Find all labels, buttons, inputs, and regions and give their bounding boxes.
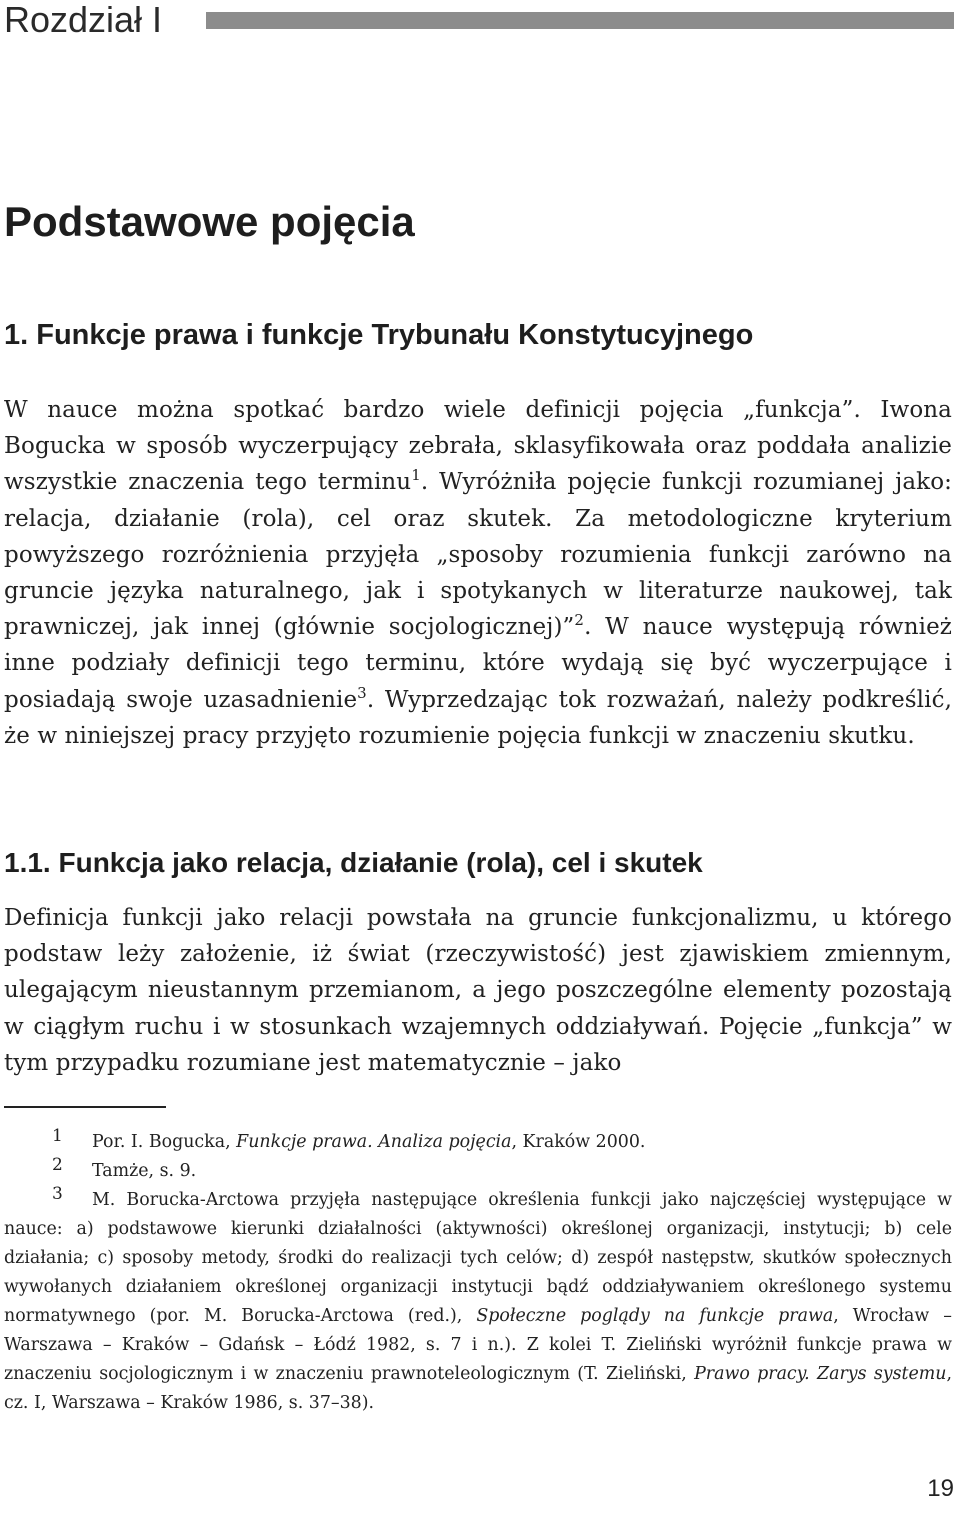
footnote-text: Tamże, s. 9. xyxy=(92,1161,197,1181)
chapter-title: Podstawowe pojęcia xyxy=(4,198,415,245)
chapter-header xyxy=(0,0,960,44)
footnote-ref-2: 2 xyxy=(574,611,585,630)
section-paragraph xyxy=(4,392,952,754)
footnote-1: 1 Por. I. Bogucka, Funkcje prawa. Analiza pojęcia, Kraków 2000. xyxy=(52,1126,646,1152)
footnote-text: Por. I. Bogucka, xyxy=(92,1132,237,1152)
footnote-title: Prawo pracy. Zarys systemu xyxy=(694,1364,947,1384)
subsection-paragraph: Definicja funkcji jako relacji powstała na gruncie funkcjonalizmu, u którego podstaw leży założenie, iż świat (rzeczywistość) jest zjawiskiem zmiennym, ulegającym nieustannym przemianom, a jego poszczególne elementy pozostają w ciągłym ruchu i w stosunkach wzajemnych oddziaływań. Pojęcie „funkcja” w tym przypadku rozumiane jest matematycznie – jako xyxy=(4,905,952,1076)
paragraph-text: W nauce można spotkać bardzo wiele definicji pojęcia „funkcja”. Iwona Bogucka w sposób wyczerpujący zebrała, sklasyfikowała oraz poddała analizie wszystkie znaczenia tego terminu xyxy=(4,397,952,496)
paragraph-text: . Wyprzedzając tok rozważań, należy podkreślić, że w niniejszej pracy przyjęto rozumienie pojęcia funkcji w znaczeniu skutku. xyxy=(4,686,952,749)
footnote-text: , Wrocław – Warszawa – Kraków – Gdańsk – Łódź 1982, s. 7 i n.). Z kolei T. Zieliński wyróżnił funkcje prawa w znaczeniu socjologicznym i w znaczeniu prawnoteleologicznym (T. Zieliński, xyxy=(4,1306,952,1384)
page-number: 19 xyxy=(927,1475,954,1502)
chapter-header-rule xyxy=(206,12,954,29)
subsection-heading: 1.1. Funkcja jako relacja, działanie (rola), cel i skutek xyxy=(4,847,703,878)
footnote-title: Funkcje prawa. Analiza pojęcia xyxy=(236,1132,512,1152)
footnotes xyxy=(4,1128,952,1418)
footnote-text: M. Borucka-Arctowa przyjęła następujące określenia funkcji jako najczęściej występujące w nauce: a) podstawowe kierunki działalności (aktywności) określonej organizacji, instytucji; b) cele działania; c) sposoby metody, środki do realizacji tych celów; d) zespół następstw, skutków społecznych wywołanych działaniem określonej organizacji instytucji bądź oddziaływaniem określonego systemu normatywnego (por. M. Borucka-Arctowa (red.), xyxy=(4,1190,952,1326)
footnote-divider xyxy=(4,1106,166,1108)
footnote-text: , Kraków 2000. xyxy=(511,1132,646,1152)
chapter-label: Rozdział I xyxy=(4,0,163,40)
paragraph-text: . W nauce występują również inne podziały definicji tego terminu, które wydają się być wyczerpujące i posiadają swoje uzasadnienie xyxy=(4,614,952,713)
paragraph-text: . Wyróżniła pojęcie funkcji rozumianej jako: relacja, działanie (rola), cel oraz skutek. Za metodologiczne kryterium powyższego rozróżnienia przyjęła „sposoby rozumienia funkcji zarówno na gruncie języka naturalnego, jak i spotykanych w literaturze naukowej, tak prawniczej, jak innej (głównie socjologicznej)” xyxy=(4,469,952,641)
section-heading: 1. Funkcje prawa i funkcje Trybunału Konstytucyjnego xyxy=(4,319,754,351)
footnote-text: , cz. I, Warszawa – Kraków 1986, s. 37–38). xyxy=(4,1364,953,1413)
footnote-ref-3: 3 xyxy=(357,683,367,702)
footnote-title: Społeczne poglądy na funkcje prawa xyxy=(476,1306,834,1326)
footnote-3: 3 M. Borucka-Arctowa przyjęła następujące określenia funkcji jako najczęściej występujące w nauce: a) podstawowe kierunki działalności (aktywności) określonej organizacji, instytucji; b) cele działania; c) sposoby metody, środki do realizacji tych celów; d) zespół następstw, skutków społecznych wywołanych działaniem określonej organizacji instytucji bądź oddziaływaniem określonego systemu normatywnego (por. M. Borucka-Arctowa (red.), Społeczne poglądy na funkcje prawa, Wrocław – Warszawa – Kraków – Gdańsk – Łódź 1982, s. 7 i n.). Z kolei T. Zieliński wyróżnił funkcje prawa w znaczeniu socjologicznym i w znaczeniu prawnoteleologicznym (T. Zieliński, Prawo pracy. Zarys systemu, cz. I, Warszawa – Kraków 1986, s. 37–38). xyxy=(4,1184,953,1413)
footnote-2: 2 Tamże, s. 9. xyxy=(52,1155,197,1181)
footnote-ref-1: 1 xyxy=(411,466,421,485)
